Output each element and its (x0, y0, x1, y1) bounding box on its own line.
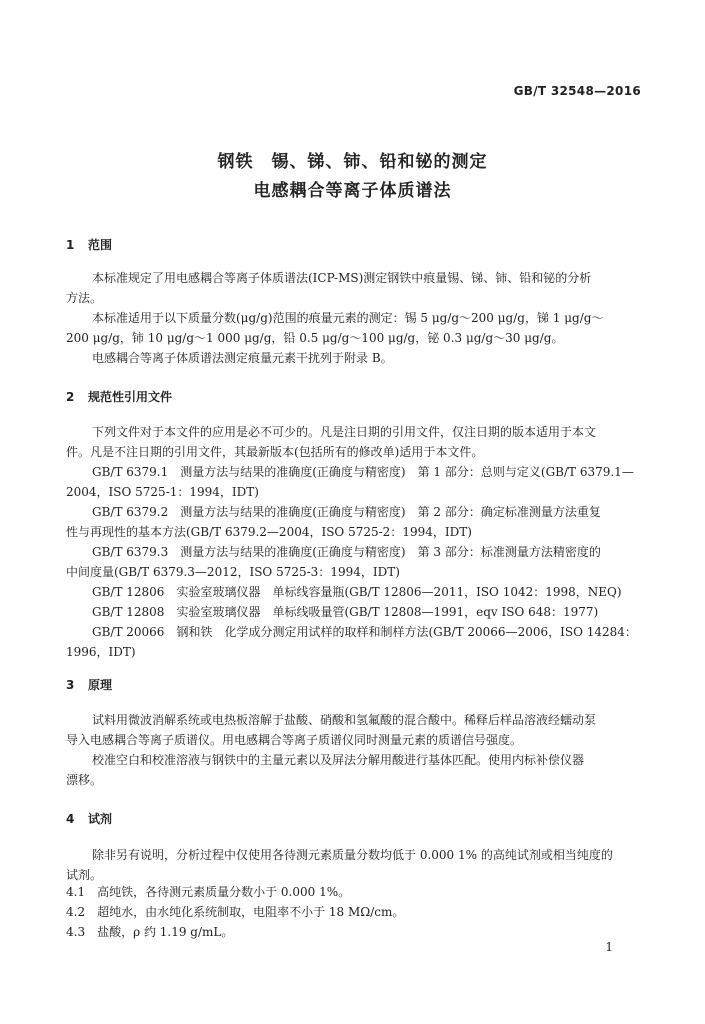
paragraph-line: 件。凡是不注日期的引用文件，其最新版本(包括所有的修改单)适用于本文件。 (66, 445, 484, 459)
reference-line: 2004，ISO 5725-1：1994，IDT) (66, 485, 259, 499)
reference-line: GB/T 6379.2 测量方法与结果的准确度(正确度与精密度) 第 2 部分：确定标准测量方法重复 (92, 505, 601, 519)
reference-line: GB/T 12808 实验室玻璃仪器 单标线吸量管(GB/T 12808—1991，eqv ISO 648：1977) (92, 605, 599, 619)
section-title: 范围 (88, 238, 113, 252)
paragraph-line: 导入电感耦合等离子质谱仪。用电感耦合等离子质谱仪同时测量元素的质谱信号强度。 (66, 733, 523, 747)
paragraph-line: 校准空白和校准溶液与钢铁中的主量元素以及屏法分解用酸进行基体匹配。使用内标补偿仪器 (92, 753, 585, 767)
section-number: 3 (66, 678, 75, 692)
section-title: 试剂 (88, 812, 113, 826)
paragraph-line: 除非另有说明，分析过程中仅使用各待测元素质量分数均低于 0.000 1% 的高纯试剂或相当纯度的 (92, 848, 613, 862)
section-title: 原理 (88, 678, 113, 692)
clause-item: 4.3 盐酸，ρ 约 1.19 g/mL。 (66, 925, 234, 939)
paragraph-line: 方法。 (66, 291, 103, 305)
section-number: 2 (66, 390, 75, 404)
paragraph-line: 200 μg/g，铈 10 μg/g～1 000 μg/g，铅 0.5 μg/g～100 μg/g，铋 0.3 μg/g～30 μg/g。 (66, 331, 564, 345)
paragraph-line: 试料用微波消解系统或电热板溶解于盐酸、硝酸和氢氟酸的混合酸中。稀释后样品溶液经蠕动泵 (92, 713, 597, 727)
paragraph-line: 下列文件对于本文件的应用是必不可少的。凡是注日期的引用文件，仅注日期的版本适用于本文 (92, 425, 597, 439)
section-3-heading (66, 676, 112, 693)
reference-line: GB/T 20066 钢和铁 化学成分测定用试样的取样和制样方法(GB/T 20066—2006，ISO 14284： (92, 625, 637, 639)
reference-line: 1996，IDT) (66, 645, 136, 659)
reference-line: GB/T 12806 实验室玻璃仪器 单标线容量瓶(GB/T 12806—2011，ISO 1042：1998，NEQ) (92, 585, 622, 599)
section-number: 4 (66, 812, 75, 826)
section-number: 1 (66, 238, 75, 252)
clause-item: 4.2 超纯水，由水纯化系统制取，电阻率不小于 18 MΩ/cm。 (66, 905, 405, 919)
section-1-heading (66, 236, 112, 253)
paragraph-line: 漂移。 (66, 773, 103, 787)
paragraph-line: 试剂。 (66, 868, 103, 882)
clause-item: 4.1 高纯铁，各待测元素质量分数小于 0.000 1%。 (66, 885, 351, 899)
paragraph-line: 电感耦合等离子体质谱法测定痕量元素干扰列于附录 B。 (92, 351, 393, 365)
reference-line: 性与再现性的基本方法(GB/T 6379.2—2004，ISO 5725-2：1994，IDT) (66, 525, 472, 539)
title-line-1: 钢铁 锡、锑、铈、铅和铋的测定 (217, 152, 488, 172)
section-2-heading (66, 388, 172, 405)
section-title: 规范性引用文件 (88, 390, 173, 404)
paragraph-line: 本标准规定了用电感耦合等离子体质谱法(ICP-MS)测定钢铁中痕量锡、锑、铈、铅和铋的分析 (92, 271, 592, 285)
reference-line: 中间度量(GB/T 6379.3—2012，ISO 5725-3：1994，IDT) (66, 565, 400, 579)
standard-number: GB/T 32548—2016 (513, 84, 641, 98)
section-4-heading (66, 810, 112, 827)
title-line-2: 电感耦合等离子体质谱法 (253, 181, 452, 201)
paragraph-line: 本标准适用于以下质量分数(μg/g)范围的痕量元素的测定：锡 5 μg/g～200 μg/g，锑 1 μg/g～ (92, 311, 604, 325)
page-number: 1 (605, 940, 613, 954)
reference-line: GB/T 6379.1 测量方法与结果的准确度(正确度与精密度) 第 1 部分：总则与定义(GB/T 6379.1— (92, 465, 634, 479)
reference-line: GB/T 6379.3 测量方法与结果的准确度(正确度与精密度) 第 3 部分：标准测量方法精密度的 (92, 545, 601, 559)
